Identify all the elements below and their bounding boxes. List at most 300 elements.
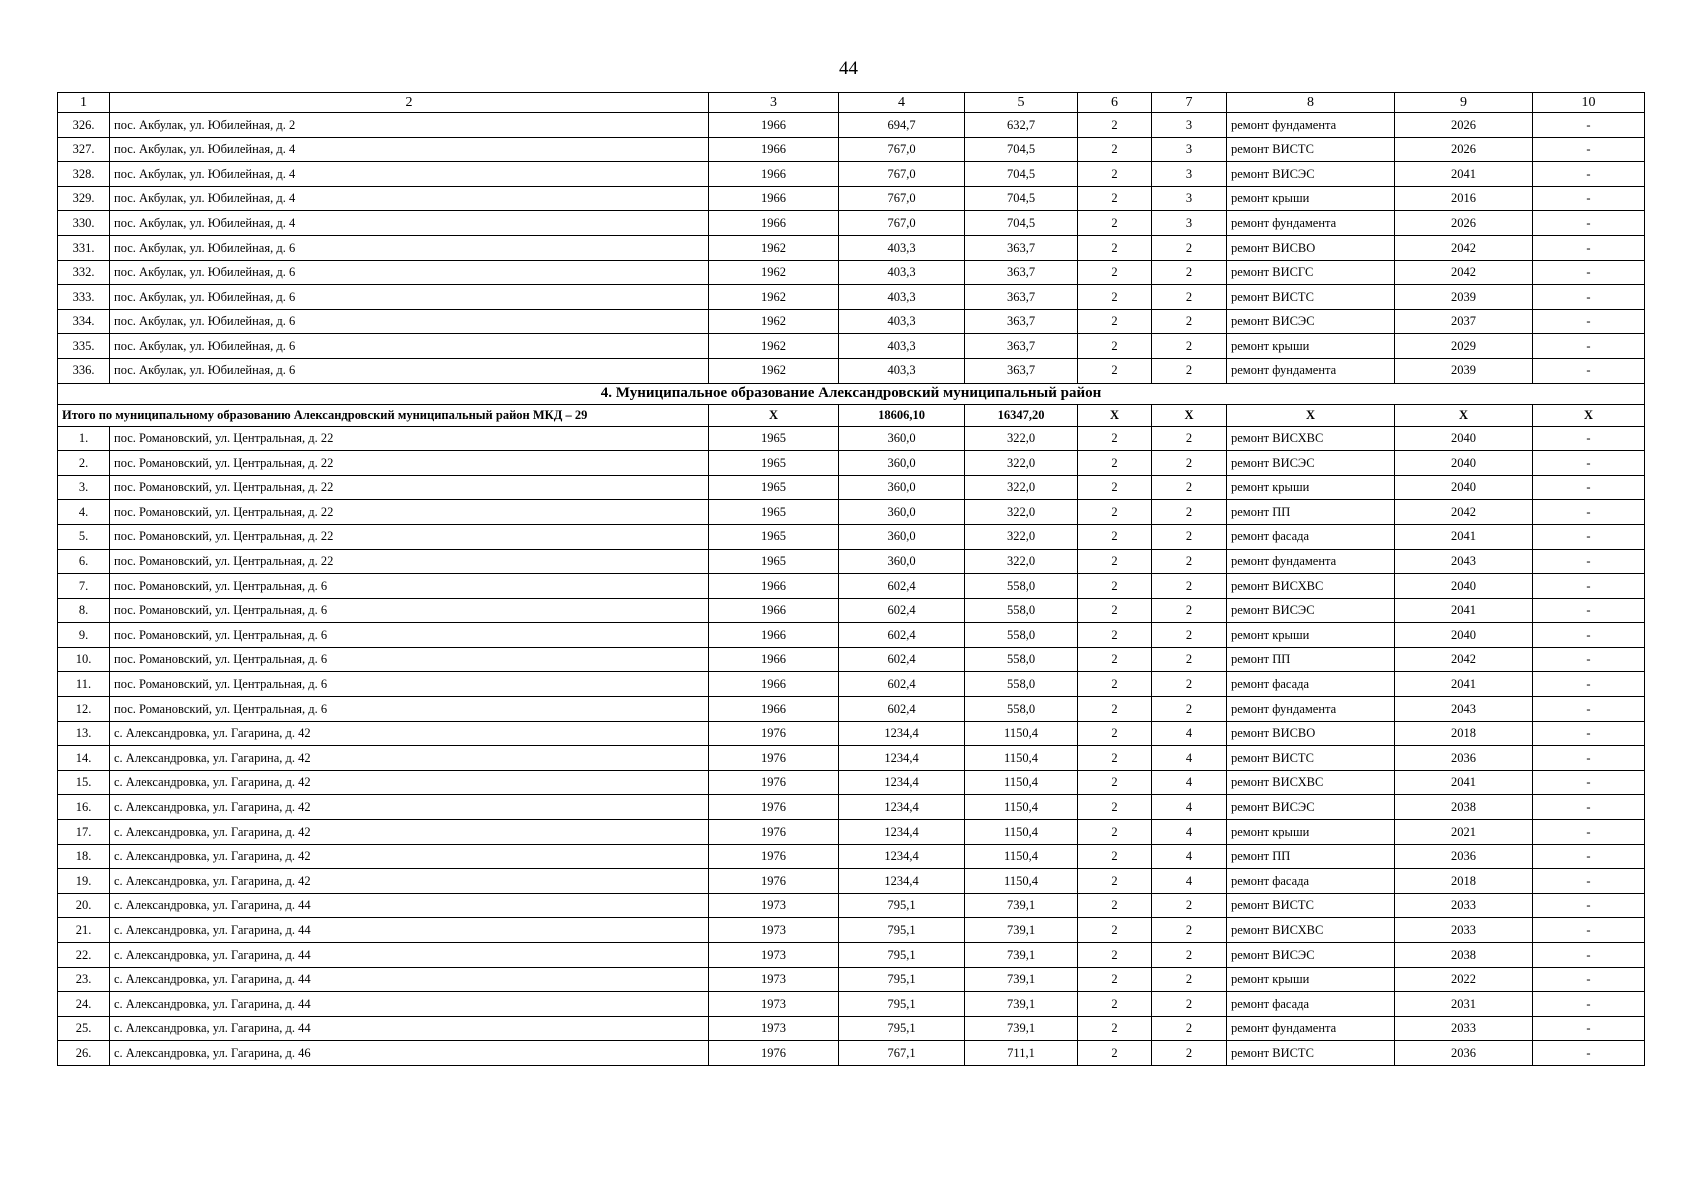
tech-param-6-cell: 2 [1078,746,1152,771]
total-area-cell: 1234,4 [839,820,965,845]
address-cell: пос. Романовский, ул. Центральная, д. 22 [110,426,709,451]
address-cell: с. Александровка, ул. Гагарина, д. 42 [110,721,709,746]
planned-year-cell: 2042 [1395,235,1533,260]
tech-param-6-cell: 2 [1078,500,1152,525]
repair-type-cell: ремонт крыши [1227,334,1395,359]
address-cell: с. Александровка, ул. Гагарина, д. 44 [110,893,709,918]
address-cell: пос. Романовский, ул. Центральная, д. 22 [110,451,709,476]
build-year-cell: 1976 [709,721,839,746]
total-value-cell: Х [1152,404,1227,426]
total-area-cell: 602,4 [839,697,965,722]
floors-cell: 4 [1152,770,1227,795]
note-cell: - [1533,186,1645,211]
note-cell: - [1533,285,1645,310]
note-cell: - [1533,623,1645,648]
row-number-cell: 333. [58,285,110,310]
table-row [58,992,1645,1017]
tech-param-6-cell: 2 [1078,672,1152,697]
floors-cell: 4 [1152,844,1227,869]
tech-param-6-cell: 2 [1078,844,1152,869]
living-area-cell: 1150,4 [965,770,1078,795]
address-cell: пос. Акбулак, ул. Юбилейная, д. 6 [110,334,709,359]
table-row [58,549,1645,574]
floors-cell: 2 [1152,943,1227,968]
build-year-cell: 1976 [709,1041,839,1066]
row-number-cell: 22. [58,943,110,968]
tech-param-6-cell: 2 [1078,795,1152,820]
total-area-cell: 767,0 [839,186,965,211]
row-number-cell: 2. [58,451,110,476]
repair-type-cell: ремонт фундамента [1227,1016,1395,1041]
build-year-cell: 1973 [709,992,839,1017]
repair-type-cell: ремонт ВИСВО [1227,235,1395,260]
living-area-cell: 322,0 [965,549,1078,574]
address-cell: с. Александровка, ул. Гагарина, д. 42 [110,869,709,894]
tech-param-6-cell: 2 [1078,137,1152,162]
note-cell: - [1533,598,1645,623]
tech-param-6-cell: 2 [1078,186,1152,211]
row-number-cell: 328. [58,162,110,187]
build-year-cell: 1966 [709,574,839,599]
address-cell: пос. Романовский, ул. Центральная, д. 22 [110,475,709,500]
note-cell: - [1533,746,1645,771]
planned-year-cell: 2040 [1395,451,1533,476]
address-cell: с. Александровка, ул. Гагарина, д. 44 [110,943,709,968]
planned-year-cell: 2041 [1395,770,1533,795]
planned-year-cell: 2040 [1395,475,1533,500]
planned-year-cell: 2021 [1395,820,1533,845]
living-area-cell: 739,1 [965,918,1078,943]
address-cell: пос. Романовский, ул. Центральная, д. 22 [110,549,709,574]
row-number-cell: 7. [58,574,110,599]
table-row [58,869,1645,894]
column-header: 6 [1078,93,1152,113]
note-cell: - [1533,211,1645,236]
total-area-cell: 795,1 [839,918,965,943]
table-row [58,820,1645,845]
repair-type-cell: ремонт ВИСХВС [1227,426,1395,451]
floors-cell: 2 [1152,500,1227,525]
address-cell: пос. Романовский, ул. Центральная, д. 6 [110,598,709,623]
planned-year-cell: 2033 [1395,1016,1533,1041]
column-header: 4 [839,93,965,113]
row-number-cell: 18. [58,844,110,869]
repair-type-cell: ремонт ВИСХВС [1227,918,1395,943]
note-cell: - [1533,721,1645,746]
note-cell: - [1533,137,1645,162]
total-value-cell: 18606,10 [839,404,965,426]
tech-param-6-cell: 2 [1078,260,1152,285]
address-cell: пос. Романовский, ул. Центральная, д. 22 [110,500,709,525]
row-number-cell: 326. [58,113,110,138]
floors-cell: 2 [1152,574,1227,599]
tech-param-6-cell: 2 [1078,647,1152,672]
build-year-cell: 1976 [709,869,839,894]
living-area-cell: 739,1 [965,992,1078,1017]
table-row [58,358,1645,383]
tech-param-6-cell: 2 [1078,1016,1152,1041]
total-area-cell: 1234,4 [839,869,965,894]
total-area-cell: 602,4 [839,672,965,697]
table-row [58,893,1645,918]
address-cell: с. Александровка, ул. Гагарина, д. 42 [110,820,709,845]
table-row [58,746,1645,771]
table-row [58,574,1645,599]
living-area-cell: 739,1 [965,967,1078,992]
table-row [58,697,1645,722]
row-number-cell: 11. [58,672,110,697]
floors-cell: 2 [1152,1016,1227,1041]
total-area-cell: 602,4 [839,574,965,599]
address-cell: с. Александровка, ул. Гагарина, д. 44 [110,992,709,1017]
note-cell: - [1533,524,1645,549]
repair-type-cell: ремонт крыши [1227,186,1395,211]
total-area-cell: 1234,4 [839,844,965,869]
living-area-cell: 739,1 [965,1016,1078,1041]
floors-cell: 2 [1152,426,1227,451]
planned-year-cell: 2040 [1395,574,1533,599]
living-area-cell: 322,0 [965,500,1078,525]
address-cell: пос. Акбулак, ул. Юбилейная, д. 6 [110,309,709,334]
note-cell: - [1533,235,1645,260]
repair-type-cell: ремонт ВИСТС [1227,893,1395,918]
row-number-cell: 21. [58,918,110,943]
repair-schedule-table [57,92,1645,1066]
repair-type-cell: ремонт фундамента [1227,211,1395,236]
column-number-header-row [58,93,1645,113]
planned-year-cell: 2033 [1395,893,1533,918]
planned-year-cell: 2036 [1395,746,1533,771]
total-area-cell: 694,7 [839,113,965,138]
address-cell: с. Александровка, ул. Гагарина, д. 42 [110,795,709,820]
row-number-cell: 331. [58,235,110,260]
table-row [58,211,1645,236]
note-cell: - [1533,943,1645,968]
note-cell: - [1533,672,1645,697]
build-year-cell: 1965 [709,549,839,574]
table-row [58,647,1645,672]
build-year-cell: 1973 [709,967,839,992]
table-row [58,943,1645,968]
living-area-cell: 558,0 [965,623,1078,648]
note-cell: - [1533,820,1645,845]
row-number-cell: 19. [58,869,110,894]
build-year-cell: 1962 [709,260,839,285]
total-area-cell: 403,3 [839,260,965,285]
build-year-cell: 1966 [709,697,839,722]
living-area-cell: 704,5 [965,186,1078,211]
row-number-cell: 24. [58,992,110,1017]
floors-cell: 2 [1152,992,1227,1017]
row-number-cell: 12. [58,697,110,722]
table-row [58,475,1645,500]
repair-type-cell: ремонт крыши [1227,475,1395,500]
address-cell: с. Александровка, ул. Гагарина, д. 42 [110,746,709,771]
table-row [58,1041,1645,1066]
total-label: Итого по муниципальному образованию Александровский муниципальный район МКД – 29 [58,404,709,426]
address-cell: пос. Акбулак, ул. Юбилейная, д. 4 [110,137,709,162]
note-cell: - [1533,697,1645,722]
table-row [58,186,1645,211]
living-area-cell: 363,7 [965,285,1078,310]
build-year-cell: 1976 [709,795,839,820]
floors-cell: 2 [1152,358,1227,383]
living-area-cell: 558,0 [965,598,1078,623]
row-number-cell: 6. [58,549,110,574]
column-header: 8 [1227,93,1395,113]
total-value-cell: Х [709,404,839,426]
repair-type-cell: ремонт фундамента [1227,358,1395,383]
living-area-cell: 558,0 [965,697,1078,722]
living-area-cell: 1150,4 [965,844,1078,869]
tech-param-6-cell: 2 [1078,309,1152,334]
address-cell: пос. Акбулак, ул. Юбилейная, д. 4 [110,186,709,211]
row-number-cell: 3. [58,475,110,500]
total-area-cell: 403,3 [839,309,965,334]
address-cell: пос. Романовский, ул. Центральная, д. 6 [110,574,709,599]
note-cell: - [1533,647,1645,672]
address-cell: пос. Романовский, ул. Центральная, д. 22 [110,524,709,549]
note-cell: - [1533,770,1645,795]
address-cell: с. Александровка, ул. Гагарина, д. 44 [110,918,709,943]
repair-type-cell: ремонт ВИСХВС [1227,770,1395,795]
floors-cell: 2 [1152,309,1227,334]
tech-param-6-cell: 2 [1078,211,1152,236]
planned-year-cell: 2043 [1395,697,1533,722]
address-cell: с. Александровка, ул. Гагарина, д. 46 [110,1041,709,1066]
total-area-cell: 360,0 [839,451,965,476]
floors-cell: 3 [1152,211,1227,236]
row-number-cell: 5. [58,524,110,549]
living-area-cell: 1150,4 [965,795,1078,820]
planned-year-cell: 2022 [1395,967,1533,992]
table-row [58,918,1645,943]
tech-param-6-cell: 2 [1078,770,1152,795]
floors-cell: 3 [1152,186,1227,211]
repair-type-cell: ремонт ВИСЭС [1227,451,1395,476]
living-area-cell: 363,7 [965,309,1078,334]
repair-type-cell: ремонт ПП [1227,844,1395,869]
planned-year-cell: 2026 [1395,211,1533,236]
tech-param-6-cell: 2 [1078,285,1152,310]
repair-type-cell: ремонт фасада [1227,869,1395,894]
address-cell: пос. Романовский, ул. Центральная, д. 6 [110,672,709,697]
total-area-cell: 767,0 [839,137,965,162]
repair-type-cell: ремонт крыши [1227,623,1395,648]
total-area-cell: 1234,4 [839,721,965,746]
planned-year-cell: 2042 [1395,647,1533,672]
note-cell: - [1533,358,1645,383]
repair-type-cell: ремонт ВИСВО [1227,721,1395,746]
build-year-cell: 1966 [709,672,839,697]
planned-year-cell: 2041 [1395,672,1533,697]
tech-param-6-cell: 2 [1078,549,1152,574]
address-cell: пос. Акбулак, ул. Юбилейная, д. 6 [110,260,709,285]
planned-year-cell: 2043 [1395,549,1533,574]
note-cell: - [1533,451,1645,476]
table-row [58,598,1645,623]
address-cell: с. Александровка, ул. Гагарина, д. 44 [110,967,709,992]
total-area-cell: 795,1 [839,943,965,968]
row-number-cell: 10. [58,647,110,672]
table-row [58,524,1645,549]
floors-cell: 2 [1152,967,1227,992]
floors-cell: 2 [1152,672,1227,697]
tech-param-6-cell: 2 [1078,697,1152,722]
living-area-cell: 704,5 [965,211,1078,236]
row-number-cell: 4. [58,500,110,525]
total-area-cell: 767,0 [839,162,965,187]
repair-type-cell: ремонт ПП [1227,647,1395,672]
floors-cell: 4 [1152,795,1227,820]
tech-param-6-cell: 2 [1078,451,1152,476]
repair-type-cell: ремонт ВИСТС [1227,1041,1395,1066]
repair-type-cell: ремонт ВИСТС [1227,746,1395,771]
table-row [58,795,1645,820]
total-area-cell: 767,1 [839,1041,965,1066]
repair-type-cell: ремонт фасада [1227,524,1395,549]
planned-year-cell: 2038 [1395,943,1533,968]
table-row [58,623,1645,648]
table-row [58,1016,1645,1041]
build-year-cell: 1966 [709,623,839,648]
address-cell: пос. Романовский, ул. Центральная, д. 6 [110,623,709,648]
total-area-cell: 602,4 [839,647,965,672]
note-cell: - [1533,574,1645,599]
page-number: 44 [839,58,858,79]
tech-param-6-cell: 2 [1078,426,1152,451]
floors-cell: 2 [1152,235,1227,260]
total-area-cell: 795,1 [839,967,965,992]
planned-year-cell: 2029 [1395,334,1533,359]
address-cell: пос. Акбулак, ул. Юбилейная, д. 4 [110,211,709,236]
build-year-cell: 1976 [709,844,839,869]
table-row [58,844,1645,869]
row-number-cell: 336. [58,358,110,383]
repair-type-cell: ремонт ВИСГС [1227,260,1395,285]
row-number-cell: 332. [58,260,110,285]
row-number-cell: 329. [58,186,110,211]
living-area-cell: 739,1 [965,943,1078,968]
tech-param-6-cell: 2 [1078,598,1152,623]
total-area-cell: 767,0 [839,211,965,236]
column-header: 1 [58,93,110,113]
build-year-cell: 1965 [709,426,839,451]
living-area-cell: 558,0 [965,574,1078,599]
build-year-cell: 1966 [709,211,839,236]
total-area-cell: 403,3 [839,235,965,260]
living-area-cell: 1150,4 [965,869,1078,894]
floors-cell: 4 [1152,721,1227,746]
address-cell: пос. Акбулак, ул. Юбилейная, д. 6 [110,358,709,383]
living-area-cell: 363,7 [965,260,1078,285]
tech-param-6-cell: 2 [1078,574,1152,599]
row-number-cell: 17. [58,820,110,845]
living-area-cell: 1150,4 [965,746,1078,771]
floors-cell: 4 [1152,820,1227,845]
planned-year-cell: 2033 [1395,918,1533,943]
table-row [58,967,1645,992]
living-area-cell: 632,7 [965,113,1078,138]
living-area-cell: 558,0 [965,647,1078,672]
repair-type-cell: ремонт ВИСЭС [1227,309,1395,334]
total-area-cell: 1234,4 [839,795,965,820]
address-cell: пос. Романовский, ул. Центральная, д. 6 [110,697,709,722]
column-header: 2 [110,93,709,113]
table-row [58,235,1645,260]
repair-type-cell: ремонт фундамента [1227,697,1395,722]
table-row [58,309,1645,334]
build-year-cell: 1976 [709,746,839,771]
tech-param-6-cell: 2 [1078,162,1152,187]
living-area-cell: 704,5 [965,137,1078,162]
note-cell: - [1533,113,1645,138]
tech-param-6-cell: 2 [1078,235,1152,260]
address-cell: с. Александровка, ул. Гагарина, д. 42 [110,770,709,795]
row-number-cell: 16. [58,795,110,820]
tech-param-6-cell: 2 [1078,918,1152,943]
build-year-cell: 1965 [709,500,839,525]
tech-param-6-cell: 2 [1078,967,1152,992]
planned-year-cell: 2042 [1395,500,1533,525]
repair-type-cell: ремонт ВИСЭС [1227,598,1395,623]
note-cell: - [1533,918,1645,943]
tech-param-6-cell: 2 [1078,358,1152,383]
total-area-cell: 403,3 [839,285,965,310]
floors-cell: 2 [1152,1041,1227,1066]
section-title: 4. Муниципальное образование Александровский муниципальный район [58,383,1645,404]
living-area-cell: 711,1 [965,1041,1078,1066]
column-header: 3 [709,93,839,113]
build-year-cell: 1965 [709,451,839,476]
total-area-cell: 795,1 [839,893,965,918]
note-cell: - [1533,893,1645,918]
total-area-cell: 360,0 [839,500,965,525]
table-row [58,672,1645,697]
floors-cell: 2 [1152,647,1227,672]
repair-type-cell: ремонт ВИСТС [1227,137,1395,162]
planned-year-cell: 2040 [1395,623,1533,648]
build-year-cell: 1965 [709,524,839,549]
total-area-cell: 360,0 [839,426,965,451]
build-year-cell: 1973 [709,943,839,968]
column-header: 10 [1533,93,1645,113]
total-value-cell: Х [1533,404,1645,426]
build-year-cell: 1966 [709,137,839,162]
tech-param-6-cell: 2 [1078,1041,1152,1066]
planned-year-cell: 2018 [1395,869,1533,894]
table-row [58,260,1645,285]
row-number-cell: 327. [58,137,110,162]
table-row [58,334,1645,359]
note-cell: - [1533,426,1645,451]
build-year-cell: 1966 [709,647,839,672]
row-number-cell: 9. [58,623,110,648]
address-cell: пос. Акбулак, ул. Юбилейная, д. 2 [110,113,709,138]
total-area-cell: 602,4 [839,623,965,648]
row-number-cell: 20. [58,893,110,918]
repair-type-cell: ремонт фундамента [1227,549,1395,574]
note-cell: - [1533,844,1645,869]
note-cell: - [1533,869,1645,894]
row-number-cell: 14. [58,746,110,771]
living-area-cell: 363,7 [965,235,1078,260]
note-cell: - [1533,334,1645,359]
address-cell: пос. Акбулак, ул. Юбилейная, д. 4 [110,162,709,187]
build-year-cell: 1966 [709,598,839,623]
floors-cell: 2 [1152,623,1227,648]
tech-param-6-cell: 2 [1078,869,1152,894]
